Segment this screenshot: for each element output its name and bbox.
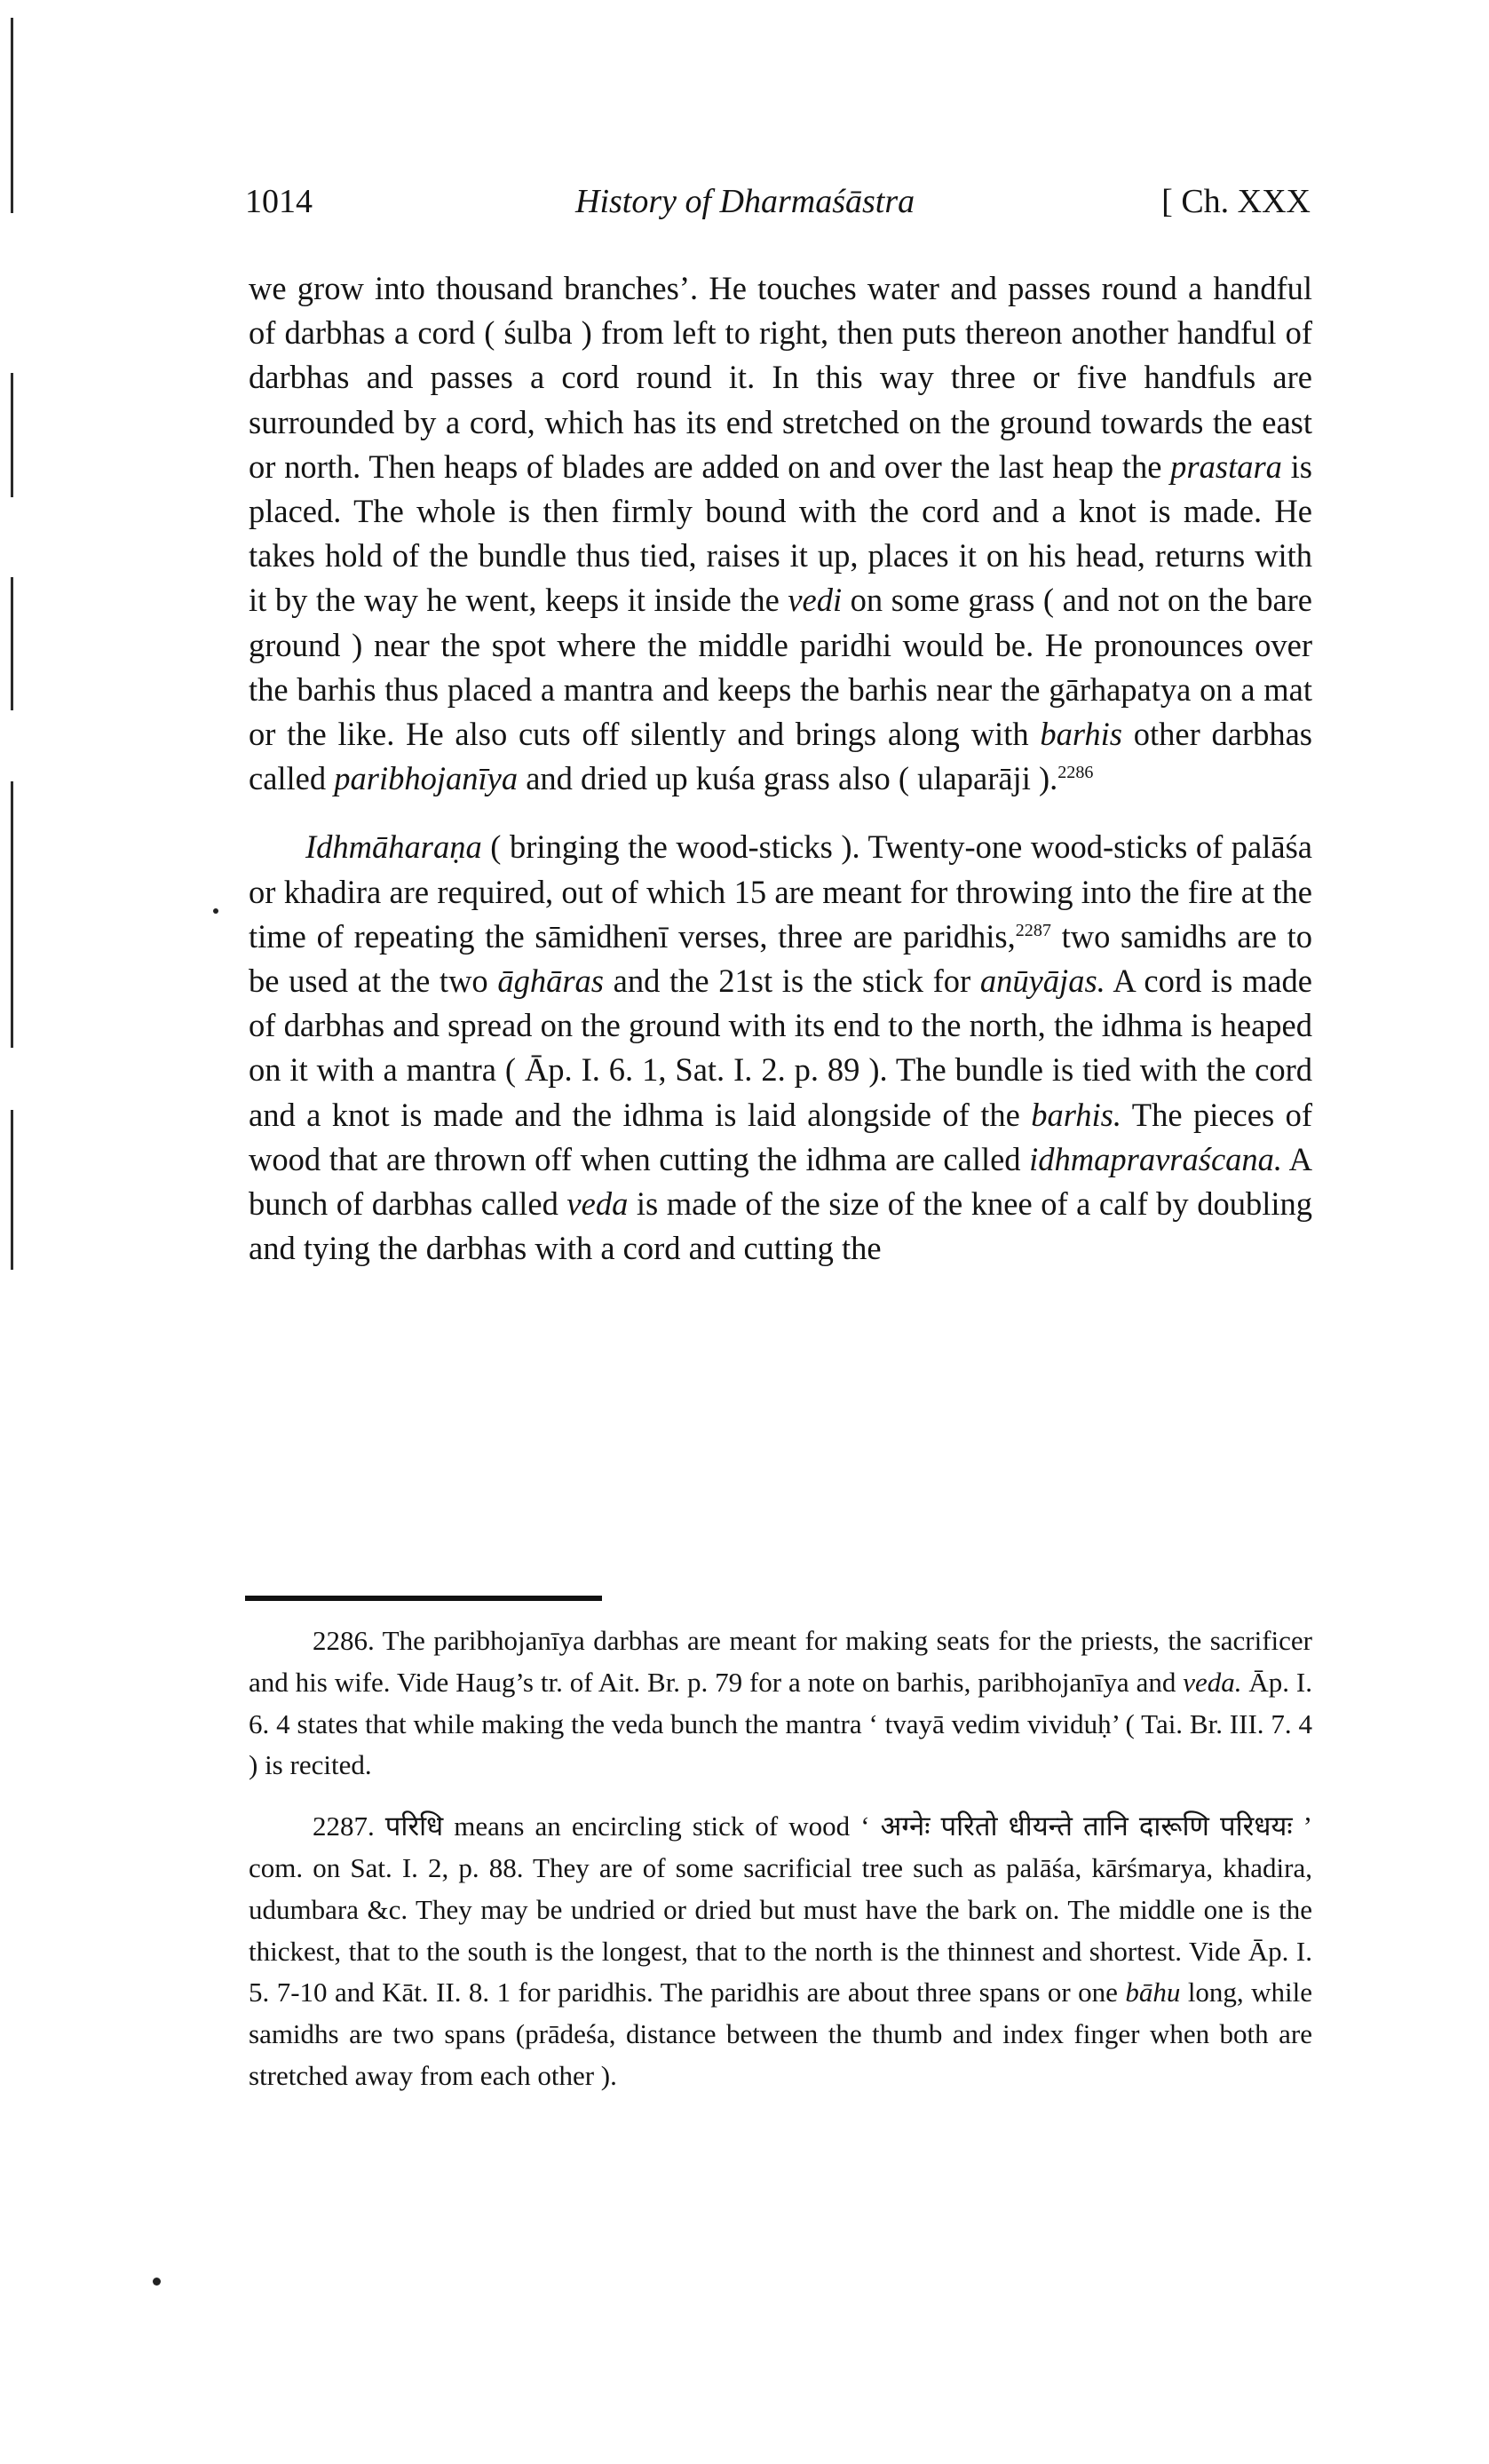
italic-term: barhis. xyxy=(1031,1096,1122,1133)
page-header xyxy=(245,182,1311,235)
italic-term: veda xyxy=(566,1185,629,1223)
scan-speck xyxy=(153,2278,161,2286)
scan-margin-line xyxy=(11,18,13,213)
page-number: 1014 xyxy=(245,183,313,220)
running-title: History of Dharmaśāstra xyxy=(575,183,915,220)
italic-term: Idhmāharaṇa xyxy=(305,828,482,866)
chapter-label: [ Ch. XXX xyxy=(1161,183,1311,220)
italic-term: paribhojanīya xyxy=(334,760,519,797)
italic-term: anūyājas. xyxy=(979,963,1105,1000)
italic-term: prastara xyxy=(1170,448,1282,485)
paragraph-idhmaharana xyxy=(249,825,1312,1271)
italic-term: āghāras xyxy=(497,963,605,1000)
text-run: is placed. The whole is then firmly bound with the cord and a knot is made. He takes hold of the bundle thus tied, raises it up, places it on his head, returns with it by the way he went, keeps it inside the xyxy=(249,448,1312,619)
text-run: 2286. The paribhojanīya darbhas are meant for making seats for the priests, the sacrificer and his wife. Vide Haug’s tr. of Ait. Br. p. 79 for a note on barhis, paribhojanīya and xyxy=(249,1625,1312,1698)
text-run: other darbhas called xyxy=(249,716,1312,797)
italic-term: barhis xyxy=(1040,716,1122,753)
scan-margin-line xyxy=(11,781,13,1048)
text-run: A cord is made of darbhas and spread on the ground with its end to the north, the idhma is heaped on it with a mantra ( Āp. I. 6. 1, Sat. I. 2. p. 89 ). The bundle is tied with the cord and a knot is made and the idhma is laid alongside of the xyxy=(249,963,1312,1133)
italic-term: idhmapravraścana. xyxy=(1029,1140,1283,1177)
scan-margin-line xyxy=(11,373,13,497)
footnote-ref-2287: 2287 xyxy=(1015,920,1051,940)
text-run: and the 21st is the stick for xyxy=(604,963,980,1000)
scan-margin-line xyxy=(11,577,13,710)
footnote-2286 xyxy=(249,1620,1312,1787)
main-text xyxy=(249,266,1312,1271)
text-run: ( bringing the wood-sticks ). Twenty-one wood-sticks of palāśa or khadira are required, out of which 15 are meant for throwing into the fire at the time of repeating the sāmidhenī verses, three are paridhis, xyxy=(249,828,1312,955)
italic-term: veda. xyxy=(1183,1666,1242,1698)
text-run: we grow into thousand branches’. He touches water and passes round a handful of darbhas a cord ( śulba ) from left to right, then puts thereon another handful of darbhas and passes a cord round it. In this way three or five handfuls are surrounded by a cord, which has its end stretched on the ground towards the east or north. Then heaps of blades are added on and over the last heap the xyxy=(249,270,1312,485)
italic-term: vedi xyxy=(788,582,843,619)
italic-term: bāhu xyxy=(1125,1977,1181,2008)
scan-speck xyxy=(213,908,218,914)
paragraph-barhis xyxy=(249,266,1312,801)
text-run: on some grass ( and not on the bare ground ) near the spot where the middle paridhi would be. He pronounces over the barhis thus placed a mantra and keeps the barhis near the gārhapatya on a mat or the like. He also cuts off silently and brings along with xyxy=(249,582,1313,753)
text-run: Āp. I. 6. 4 states that while making the veda bunch the mantra ‘ tvayā vedim vividuḥ’ ( Tai. Br. III. 7. 4 ) is recited. xyxy=(249,1666,1312,1781)
footnote-divider xyxy=(245,1596,602,1601)
footnote-ref-2286: 2286 xyxy=(1057,763,1094,783)
footnotes xyxy=(249,1620,1312,2097)
text-run: is made of the size of the knee of a calf by doubling and tying the darbhas with a cord and cutting the xyxy=(249,1185,1312,1267)
text-run: The pieces of wood that are thrown off when cutting the idhma are called xyxy=(249,1096,1312,1177)
text-run: 2287. परिधि means an encircling stick of wood ‘ अग्नेः परितो धीयन्ते तानि दारूणि परिधयः ’ com. on Sat. I. 2, p. 88. They are of some sacrificial tree such as palāśa, kārśmarya, khadira, udumbara &c. They may be undried or dried but must have the bark on. The middle one is the thickest, that to the south is the longest, that to the north is the thinnest and shortest. Vide Āp. I. 5. 7-10 and Kāt. II. 8. 1 for paridhis. The paridhis are about three spans or one xyxy=(249,1810,1312,2008)
text-run: A bunch of darbhas called xyxy=(249,1140,1312,1223)
footnote-2287 xyxy=(249,1806,1312,2097)
text-run: long, while samidhs are two spans (prādeśa, distance between the thumb and index finger when both are stretched away from each other ). xyxy=(249,1977,1312,2091)
text-run: and dried up kuśa grass also ( ulaparāji ). xyxy=(518,760,1058,797)
scan-margin-line xyxy=(11,1110,13,1270)
text-run: two samidhs are to be used at the two xyxy=(249,917,1312,1000)
